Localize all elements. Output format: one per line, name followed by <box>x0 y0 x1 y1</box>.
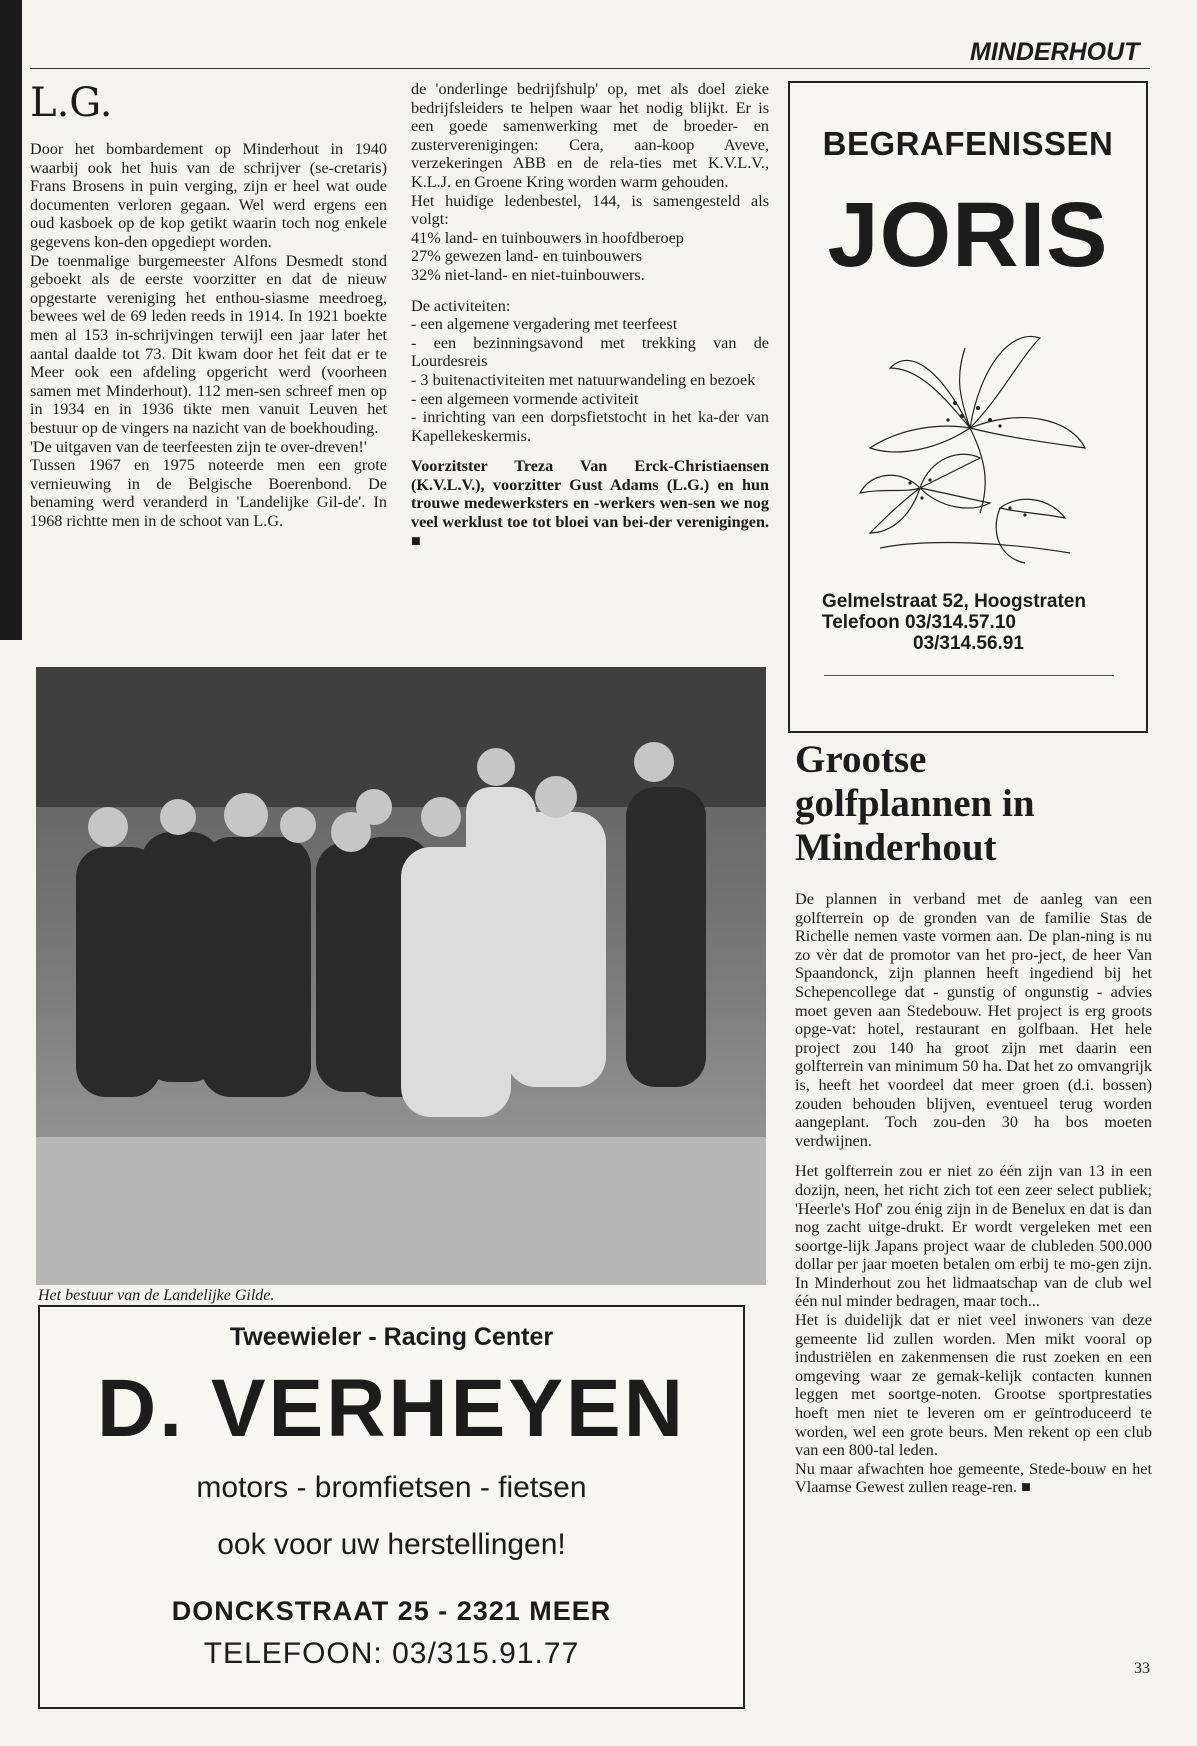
group-photo-image <box>36 667 766 1285</box>
ad-verheyen-address: DONCKSTRAAT 25 - 2321 MEER <box>171 1596 612 1626</box>
paragraph: Het golfterrein zou er niet zo één zijn van 13 in een dozijn, neen, het richt zich tot een zeer select publiek; 'Heerle's Hof' zou énig zijn in de Benelux en dat is dan nog zacht uitge-drukt. Er wordt vergeleken met een soortge-lijk Japans project waar de clubleden 500.000 dollar per jaar moeten betalen om erbij te mo-gen zijn. In Minderhout zou het lidmaatschap van de club wel één nul minder bedragen, maar toch... <box>795 1162 1152 1311</box>
activities-heading: De activiteiten: <box>411 296 511 315</box>
ad-verheyen-phone: TELEFOON: 03/315.91.77 <box>203 1637 580 1670</box>
list-item: - een algemene vergadering met teerfeest <box>411 315 678 334</box>
stat-line: 41% land- en tuinbouwers in hoofdberoep <box>411 228 684 247</box>
photo-caption: Het bestuur van de Landelijke Gilde. <box>38 1287 275 1304</box>
header-rule <box>30 68 1150 69</box>
ad-joris-phone-2: 03/314.56.91 <box>913 633 1024 654</box>
quote: 'De uitgaven van de teerfeesten zijn te over-dreven!' <box>30 437 367 456</box>
group-photo <box>36 667 766 1285</box>
lg-column-2 <box>411 80 769 550</box>
ad-verheyen-tagline: Tweewieler - Racing Center <box>229 1323 554 1351</box>
paragraph: Het huidige ledenbestel, 144, is samengesteld als volgt: <box>411 191 769 229</box>
paragraph: Het is duidelijk dat er niet veel inwoners van deze gemeente lid zullen worden. Men mikt vooral op industriëlen en zakenmensen die rust zoeken en een omgeving waar ze gemak-kelijk contacten kunnen leggen met soortge-noten. Grootse sportprestaties hoeft men niet te leveren om er geïntroduceerd te worden, wel een grote beurs. Men rekent op een club van een 800-tal leden. <box>795 1311 1152 1460</box>
ad-verheyen <box>38 1305 745 1709</box>
ad-verheyen-repairs: ook voor uw herstellingen! <box>217 1528 566 1561</box>
ad-joris-phone: Telefoon 03/314.57.10 <box>822 612 1016 633</box>
list-item: - inrichting van een dorpsfietstocht in het ka-der van Kapellekeskermis. <box>411 408 769 445</box>
article-title-lg: L.G. <box>30 80 113 126</box>
article-title-golf <box>795 738 1035 870</box>
paragraph: De toenmalige burgemeester Alfons Desmedt stond geboekt als de eerste voorzitter en dat de nieuw opgestarte vereniging het enthou-siasme meedroeg, bewees wel de 69 leden reeds in 1914. In 1921 boekte men al 153 in-schrijvingen terwijl een jaar later het aantal daalde tot 73. Dit kwam door het feit dat er te Meer ook een afdeling opgericht werd (voorheen samen met Minderhout). 112 men-sen schreef men op in 1934 en in 1936 tikte men vanuit Leuven het bestuur op de vingers na nazicht van de boekhouding. <box>30 251 387 437</box>
list-item: - 3 buitenactiviteiten met natuurwandeling en bezoek <box>411 370 756 389</box>
paragraph: Tussen 1967 en 1975 noteerde men een grote vernieuwing in de Belgische Boerenbond. De benaming werd veranderd in 'Landelijke Gil-de'. In 1968 richtte men in de schoot van L.G. <box>30 456 387 530</box>
ad-joris-name: JORIS <box>827 184 1109 286</box>
closing-paragraph: Voorzitster Treza Van Erck-Christiaensen (K.V.L.V.), voorzitter Gust Adams (L.G.) en hun trouwe medewerksters en -werkers wen-sen we nog veel werklust toe tot bloei van bei-der verenigingen. ■ <box>411 457 769 550</box>
list-item: - een bezinningsavond met trekking van de Lourdesreis <box>411 333 769 371</box>
ad-joris-address: Gelmelstraat 52, Hoogstraten <box>822 591 1086 612</box>
scan-edge <box>0 0 22 640</box>
paragraph: de 'onderlinge bedrijfshulp' op, met als doel zieke bedrijfsleiders te helpen waar het nodig blijkt. Er is een goede samenwerking met de broeder- en zusterverenigingen: Cera, aan-koop Aveve, verzekeringen ABB en de rela-ties met K.V.L.V., K.L.J. en Groene Kring worden warm gehouden. <box>411 80 769 191</box>
ad-joris <box>788 81 1148 733</box>
title-line: Grootse <box>795 738 927 781</box>
lily-illustration <box>850 308 1090 573</box>
paragraph: De plannen in verband met de aanleg van een golfterrein op de gronden van de familie Stas de Richelle nemen vaste vormen aan. De plan-ning is nu zo vèr dat de promotor van het pro-ject, de heer Van Spaandonck, zijn plannen heeft ingediend bij het Schepencollege dat - gunstig of ongunstig - advies moet geven aan Stedebouw. Het project is erg groots opge-vat: hotel, restaurant en golfbaan. Het hele project zou 140 ha groot zijn met daarin een golfterrein van minimum 50 ha. Dat het zo omvangrijk is, heeft het voordeel dat meer groen (d.i. bossen) zouden behouden blijven, eventueel terug worden aangeplant. Toch zou-den 30 ha bos moeten verdwijnen. <box>795 890 1152 1150</box>
title-line: Minderhout <box>795 826 997 869</box>
ad-joris-tagline: BEGRAFENISSEN <box>822 125 1114 162</box>
lg-column-1 <box>30 140 387 530</box>
paragraph: Nu maar afwachten hoe gemeente, Stede-bouw en het Vlaamse Gewest zullen reage-ren. ■ <box>795 1459 1152 1497</box>
section-header: MINDERHOUT <box>970 38 1140 66</box>
ad-verheyen-name: D. VERHEYEN <box>97 1363 686 1454</box>
page-number: 33 <box>1134 1660 1150 1677</box>
golf-column <box>795 890 1152 1497</box>
list-item: - een algemeen vormende activiteit <box>411 389 639 408</box>
stat-line: 32% niet-land- en niet-tuinbouwers. <box>411 265 645 284</box>
title-line: golfplannen in <box>795 782 1035 825</box>
paragraph: Door het bombardement op Minderhout in 1940 waarbij ook het huis van de schrijver (se-cretaris) Frans Brosens in puin verging, zijn er heel wat oude documenten verloren gegaan. Wel werd ergens een oud kasboek op de kop getikt waarin toch nog enkele gegevens kon-den opgediept worden. <box>30 140 387 251</box>
ad-verheyen-products: motors - bromfietsen - fietsen <box>196 1471 587 1504</box>
stat-line: 27% gewezen land- en tuinbouwers <box>411 247 643 266</box>
ad-joris-rule <box>824 675 1114 676</box>
